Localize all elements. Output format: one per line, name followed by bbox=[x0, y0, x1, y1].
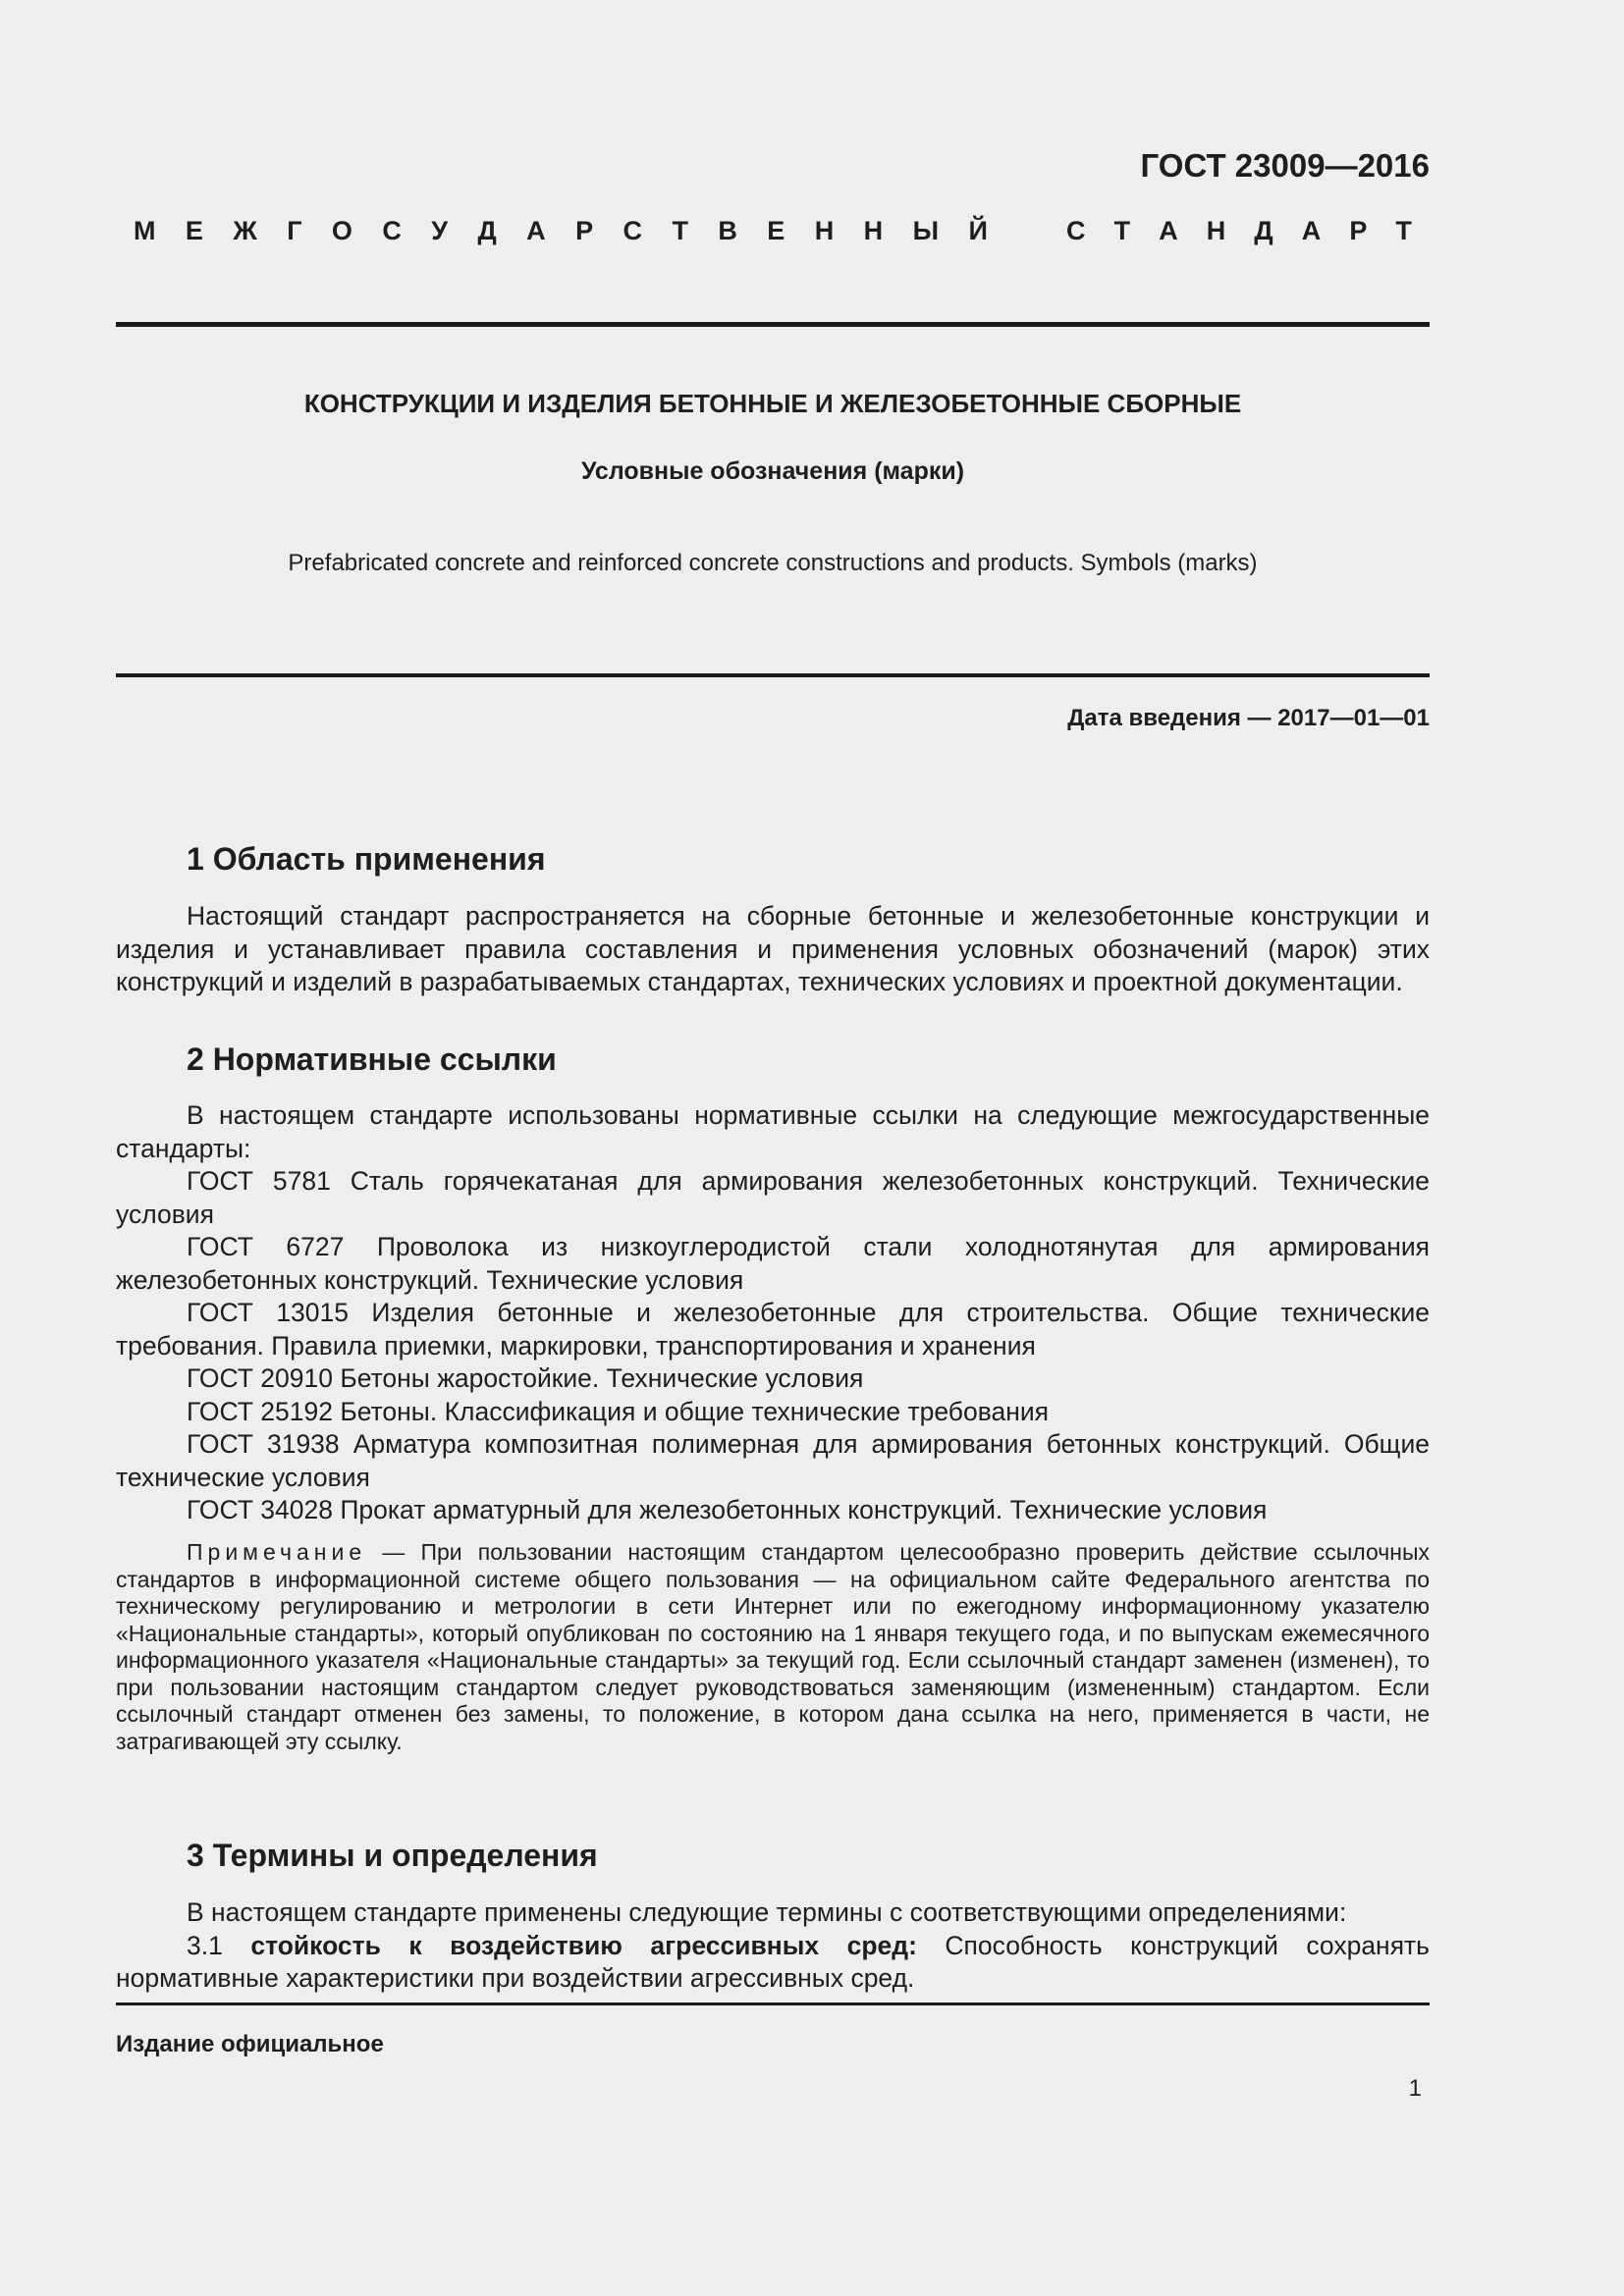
reference-item: ГОСТ 13015 Изделия бетонные и железобетонные для строительства. Общие технические требования. Правила приемки, маркировки, транспортирования и хранения bbox=[116, 1298, 1430, 1361]
reference-item: ГОСТ 5781 Сталь горячекатаная для армирования железобетонных конструкций. Технические условия bbox=[116, 1166, 1430, 1229]
introduction-date: Дата введения — 2017—01—01 bbox=[1067, 705, 1430, 731]
term-3-1 bbox=[116, 1930, 1430, 1996]
section-2-note bbox=[116, 1539, 1430, 1755]
section-2-body bbox=[116, 1099, 1430, 1527]
term-definition: Способность конструкций сохранять нормативные характеристики при воздействии агрессивных сред. bbox=[116, 1930, 1430, 1993]
reference-item: ГОСТ 31938 Арматура композитная полимерная для армирования бетонных конструкций. Общие технические условия bbox=[116, 1429, 1430, 1492]
section-3-heading: 3 Термины и определения bbox=[187, 1838, 598, 1873]
official-edition-label: Издание официальное bbox=[116, 2031, 384, 2057]
section-1-heading: 1 Область применения bbox=[187, 841, 546, 877]
reference-item: ГОСТ 6727 Проволока из низкоуглеродистой стали холоднотянутая для армирования железобетонных конструкций. Технические условия bbox=[116, 1232, 1430, 1295]
section-3-intro: В настоящем стандарте применены следующие термины с соответствующими определениями: bbox=[187, 1897, 1347, 1927]
reference-item: ГОСТ 34028 Прокат арматурный для железобетонных конструкций. Технические условия bbox=[187, 1495, 1268, 1524]
section-2-intro: В настоящем стандарте использованы нормативные ссылки на следующие межгосударственные стандарты: bbox=[116, 1100, 1430, 1163]
term-name: стойкость к воздействию агрессивных сред: bbox=[250, 1930, 917, 1960]
document-subtitle: Условные обозначения (марки) bbox=[580, 457, 965, 485]
page-number: 1 bbox=[1408, 2075, 1422, 2102]
section-1-body bbox=[116, 900, 1430, 999]
english-title: Prefabricated concrete and reinforced concrete constructions and products. Symbols (marks) bbox=[288, 550, 1258, 576]
document-title: КОНСТРУКЦИИ И ИЗДЕЛИЯ БЕТОННЫЕ И ЖЕЛЕЗОБЕТОННЫЕ СБОРНЫЕ bbox=[303, 389, 1242, 418]
note-label: Примечание bbox=[187, 1539, 367, 1565]
reference-item: ГОСТ 25192 Бетоны. Классификация и общие технические требования bbox=[187, 1396, 1050, 1426]
top-rule bbox=[116, 322, 1430, 327]
footer-rule bbox=[116, 2002, 1430, 2005]
term-number: 3.1 bbox=[187, 1930, 251, 1960]
document-page bbox=[116, 0, 1430, 2296]
section-2-heading: 2 Нормативные ссылки bbox=[187, 1041, 557, 1077]
note-text: — При пользовании настоящим стандартом целесообразно проверить действие ссылочных стандартов в информационной системе общего пользования — на официальном сайте Федерального агентства по техническому регулированию и метрологии в сети Интернет или по ежегодному информационному указателю «Национальные стандарты», который опубликован по состоянию на 1 января текущего года, и по выпускам ежемесячного информационного указателя «Национальные стандарты» за текущий год. Если ссылочный стандарт заменен (изменен), то при пользовании настоящим стандартом следует руководствоваться заменяющим (измененным) стандартом. Если ссылочный стандарт отменен без замены, то положение, в котором дана ссылка на него, применяется в части, не затрагивающей эту ссылку. bbox=[116, 1539, 1430, 1754]
section-1-text: Настоящий стандарт распространяется на сборные бетонные и железобетонные конструкции и изделия и устанавливает правила составления и применения условных обозначений (марок) этих конструкций и изделий в разрабатываемых стандартах, технических условиях и проектной документации. bbox=[116, 901, 1430, 996]
reference-item: ГОСТ 20910 Бетоны жаростойкие. Технические условия bbox=[187, 1363, 864, 1393]
section-3-body bbox=[116, 1896, 1430, 1996]
title-bottom-rule bbox=[116, 673, 1430, 677]
interstate-standard-banner bbox=[134, 216, 1412, 246]
standard-word: С Т А Н Д А Р Т bbox=[1066, 216, 1412, 245]
interstate-word: М Е Ж Г О С У Д А Р С Т В Е Н Н Ы Й bbox=[134, 216, 988, 245]
gost-code: ГОСТ 23009—2016 bbox=[1140, 147, 1430, 184]
